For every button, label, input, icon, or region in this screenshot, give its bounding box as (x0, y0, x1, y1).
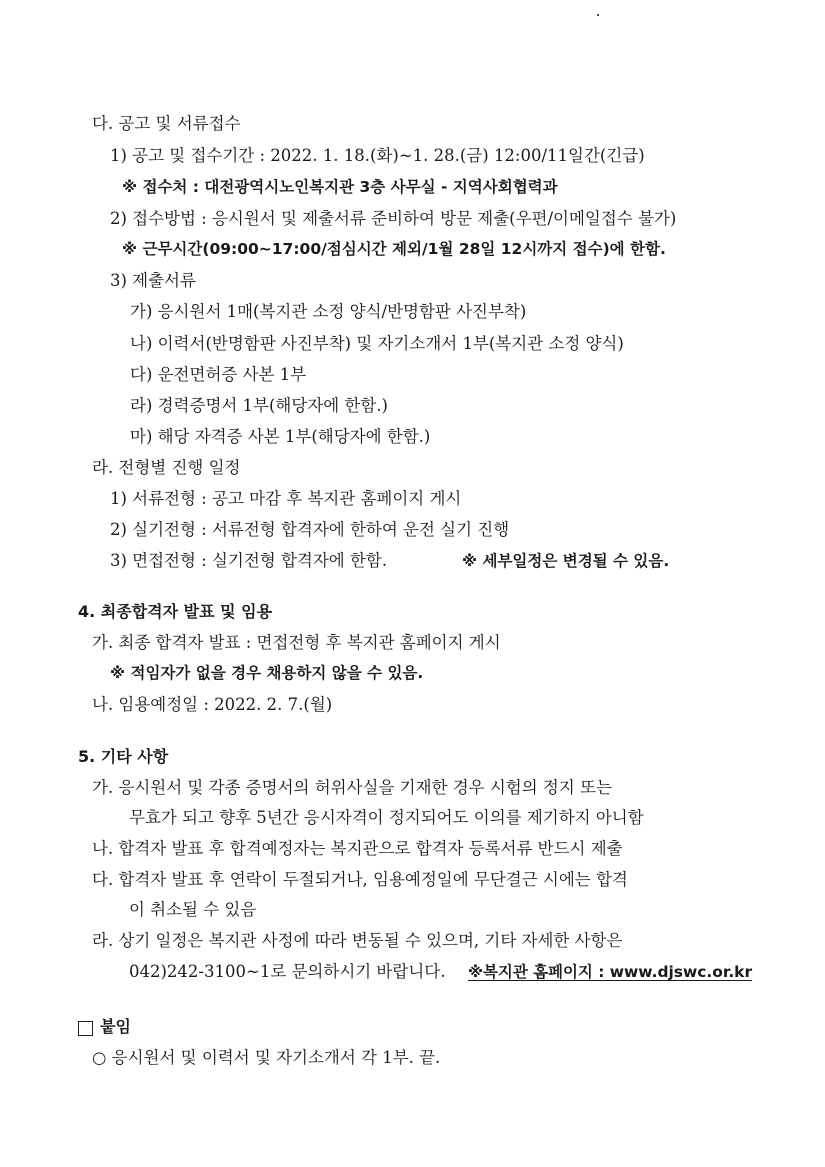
working-hours-note: ※ 근무시간(09:00~17:00/점심시간 제외/1월 28일 12시까지 접수)에 한함. (122, 240, 666, 258)
other-item-ra-cont: 042)242-3100~1로 문의하시기 바랍니다. (129, 962, 446, 981)
document-item: 다) 운전면허증 사본 1부 (130, 365, 307, 384)
stage-document-screening: 1) 서류전형 : 공고 마감 후 복지관 홈페이지 게시 (110, 489, 462, 508)
other-item-da: 다. 합격자 발표 후 연락이 두절되거나, 임용예정일에 무단결근 시에는 합격 (92, 870, 628, 889)
section-4-title: 4. 최종합격자 발표 및 임용 (78, 602, 273, 621)
section-5-title: 5. 기타 사항 (78, 747, 169, 766)
no-hire-note: ※ 적임자가 없을 경우 채용하지 않을 수 있음. (110, 664, 424, 682)
checkbox-square-icon (78, 1021, 93, 1036)
application-method: 2) 접수방법 : 응시원서 및 제출서류 준비하여 방문 제출(우편/이메일접수 불가) (110, 209, 677, 228)
other-item-ga-cont: 무효가 되고 향후 5년간 응시자격이 정지되어도 이의를 제기하지 아니함 (129, 808, 644, 827)
final-announcement: 가. 최종 합격자 발표 : 면접전형 후 복지관 홈페이지 게시 (92, 633, 501, 652)
section-da-title: 다. 공고 및 서류접수 (92, 114, 241, 133)
document-item: 라) 경력증명서 1부(해당자에 한함.) (130, 396, 388, 415)
other-item-da-cont: 이 취소될 수 있음 (129, 900, 257, 919)
reception-location-note: ※ 접수처 : 대전광역시노인복지관 3층 사무실 - 지역사회협력과 (122, 178, 558, 196)
homepage-link[interactable]: ※복지관 홈페이지 : www.djswc.or.kr (468, 963, 753, 981)
stage-interview: 3) 면접전형 : 실기전형 합격자에 한함. (110, 551, 388, 570)
other-item-ga: 가. 응시원서 및 각종 증명서의 허위사실을 기재한 경우 시험의 정지 또는 (92, 778, 612, 797)
scan-speck (597, 14, 599, 16)
stage-practical-test: 2) 실기전형 : 서류전형 합격자에 한하여 운전 실기 진행 (110, 520, 510, 539)
attachment-item: ○ 응시원서 및 이력서 및 자기소개서 각 1부. 끝. (92, 1048, 441, 1067)
document-item: 나) 이력서(반명함판 사진부착) 및 자기소개서 1부(복지관 소정 양식) (130, 334, 624, 353)
required-documents-heading: 3) 제출서류 (110, 271, 196, 290)
section-ra-title: 라. 전형별 진행 일정 (92, 458, 241, 477)
appointment-date: 나. 임용예정일 : 2022. 2. 7.(월) (92, 695, 333, 714)
other-item-ra: 라. 상기 일정은 복지관 사정에 따라 변동될 수 있으며, 기타 자세한 사항은 (92, 931, 623, 950)
attachment-title: 붙임 (100, 1017, 131, 1036)
document-item: 가) 응시원서 1매(복지관 소정 양식/반명함판 사진부착) (130, 302, 527, 321)
application-period: 1) 공고 및 접수기간 : 2022. 1. 18.(화)~1. 28.(금) 12:00/11일간(긴급) (110, 146, 645, 165)
schedule-change-note: ※ 세부일정은 변경될 수 있음. (462, 552, 670, 570)
document-item: 마) 해당 자격증 사본 1부(해당자에 한함.) (130, 427, 431, 446)
other-item-na: 나. 합격자 발표 후 합격예정자는 복지관으로 합격자 등록서류 반드시 제출 (92, 839, 623, 858)
